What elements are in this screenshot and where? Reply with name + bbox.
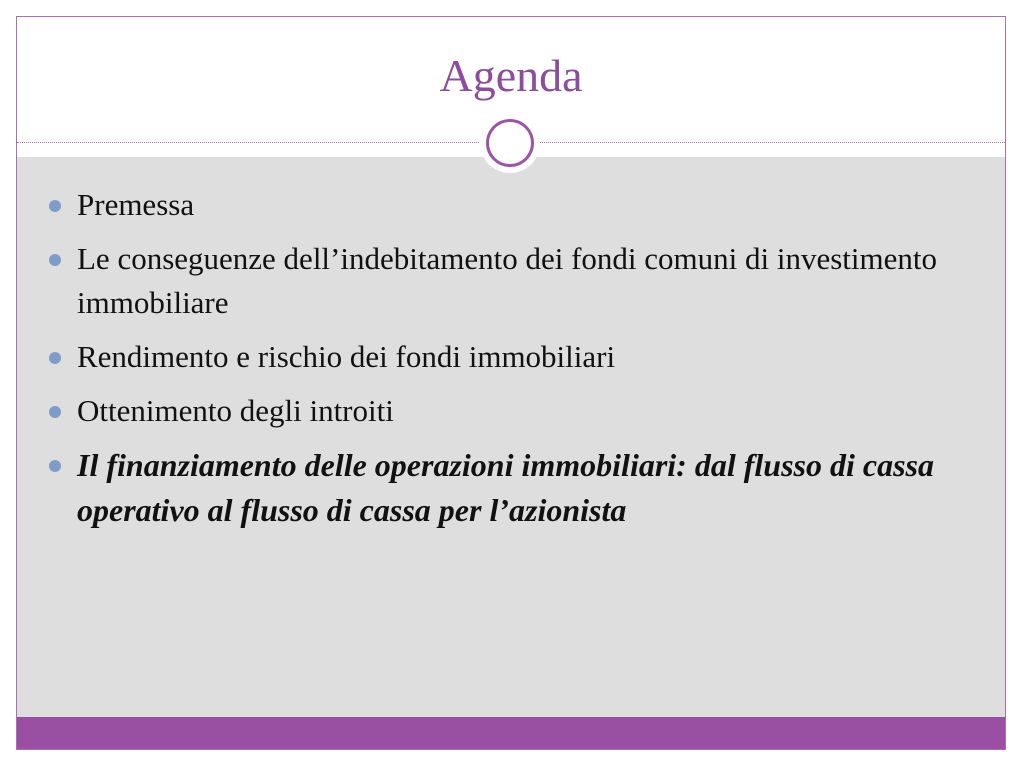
bullet-text: Premessa (77, 187, 195, 222)
bullet-text: Le conseguenze dell’indebitamento dei fondi comuni di investimento immobiliare (77, 241, 938, 320)
bullet-text: Rendimento e rischio dei fondi immobiliari (77, 339, 616, 374)
bullet-item-premessa (47, 183, 987, 227)
slide-title: Agenda (439, 50, 583, 101)
bullet-text: Il finanziamento delle operazioni immobiliari: dal flusso di cassa operativo al flusso di cassa per l’azionista (77, 447, 934, 528)
bullet-text: Ottenimento degli introiti (77, 393, 394, 428)
footer-accent-bar (17, 717, 1005, 750)
bullet-list (47, 183, 987, 543)
bullet-item-rendimento (47, 335, 987, 379)
bullet-dot-icon (49, 460, 61, 472)
bullet-dot-icon (49, 254, 61, 266)
bullet-item-conseguenze (47, 237, 987, 325)
bullet-item-finanziamento (47, 443, 987, 533)
bullet-item-ottenimento (47, 389, 987, 433)
bullet-dot-icon (49, 200, 61, 212)
circle-ornament-icon (486, 119, 534, 167)
bullet-dot-icon (49, 352, 61, 364)
bullet-dot-icon (49, 406, 61, 418)
slide (16, 16, 1006, 750)
